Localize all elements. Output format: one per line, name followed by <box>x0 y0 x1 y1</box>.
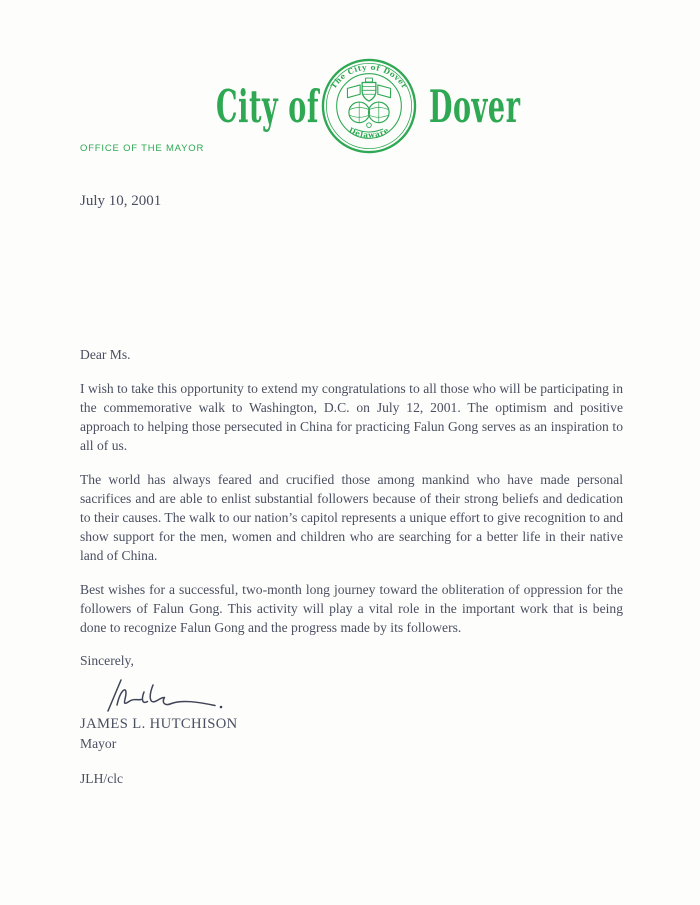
letterhead-city-of-text: City of <box>216 80 320 133</box>
paragraph-1: I wish to take this opportunity to extend my congratulations to all those who will be participating in the commemorative walk to Washington, D.C. on July 12, 2001. The optimism and positive approach to helping those persecuted in China for practicing Falun Gong serves as an inspiration to all of us. <box>80 381 623 453</box>
seal-crest <box>347 78 390 132</box>
letterhead <box>0 0 700 170</box>
reference-initials: JLH/clc <box>80 771 124 786</box>
signer-title: Mayor <box>80 736 117 751</box>
signer-name: JAMES L. HUTCHISON <box>80 716 238 732</box>
seal-top-text: The City of Dover <box>328 62 410 91</box>
salutation: Dear Ms. <box>80 347 131 362</box>
signature <box>98 676 623 714</box>
letter-body <box>80 345 623 788</box>
letterhead-dover-text: Dover <box>429 80 521 133</box>
handwritten-signature-icon <box>98 676 230 714</box>
letter-date: July 10, 2001 <box>80 193 162 209</box>
office-of-the-mayor-label: OFFICE OF THE MAYOR <box>80 143 205 154</box>
seal-bottom-text: Delaware <box>347 125 391 140</box>
seal-inner-ring <box>337 74 402 139</box>
dover-city-seal-icon <box>320 56 418 156</box>
paragraph-3: Best wishes for a successful, two-month long journey toward the obliteration of oppression for the followers of Falun Gong. This activity will play a vital role in the important work that is being done to recognize Falun Gong and the progress made by its followers. <box>80 582 623 635</box>
closing-salutation: Sincerely, <box>80 653 134 668</box>
paragraph-2: The world has always feared and crucified those among mankind who have made personal sacrifices and are able to enlist substantial followers because of their strong beliefs and dedication to their causes. The walk to our nation’s capitol represents a unique effort to give recognition to and show support for the men, women and children who are searching for a better life in their native land of China. <box>80 472 623 563</box>
